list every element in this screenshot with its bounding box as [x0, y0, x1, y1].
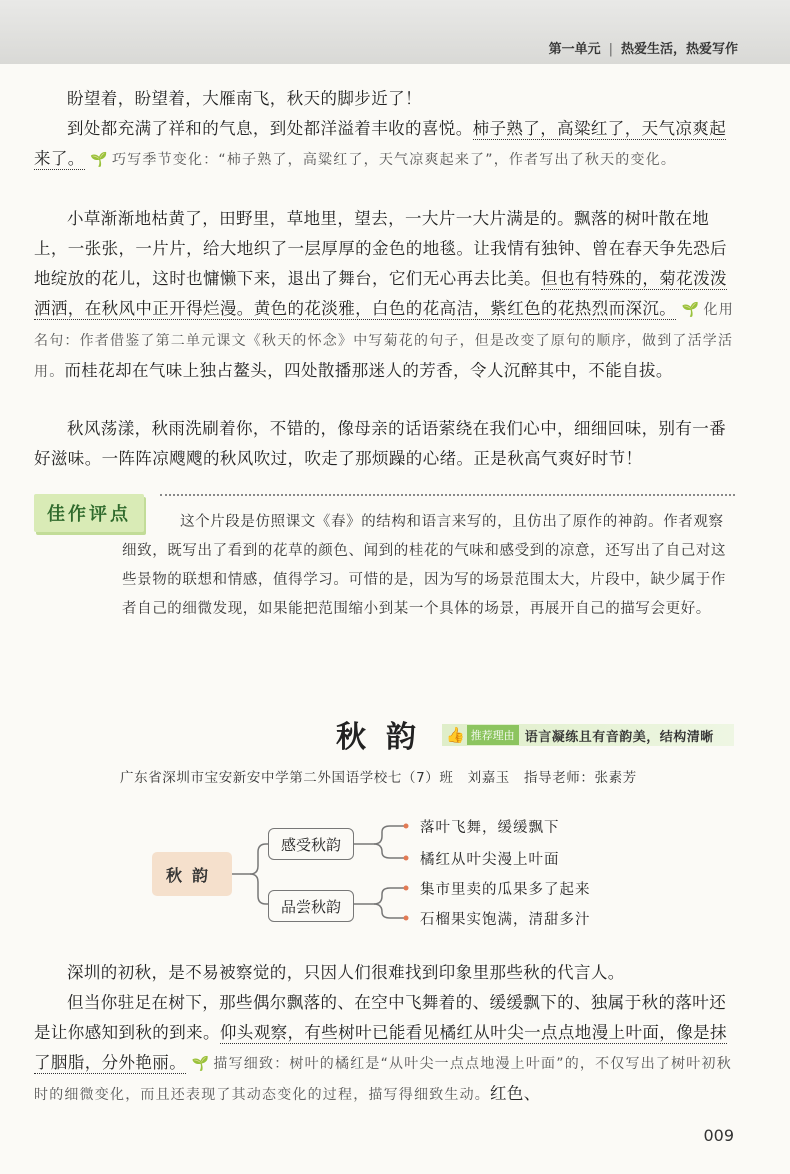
- mindmap-leaf: 集市里卖的瓜果多了起来: [420, 882, 591, 898]
- annotation-1-text: “柿子熟了，高粱红了，天气凉爽起来了”，作者写出了秋天的变化。: [218, 152, 677, 168]
- page-number: 009: [703, 1126, 734, 1145]
- badge-description: 语言凝练且有音韵美，结构清晰: [524, 729, 714, 745]
- annotation-2-text: 作者借鉴了第二单元课文《秋天的怀念》中写菊花的句子，但是改变了原句的顺序，做到了活学活用。: [34, 333, 734, 380]
- mindmap-leaf: 橘红从叶尖漫上叶面: [420, 852, 560, 868]
- essay1-p3-underlined: 但也有特殊的，菊花泼泼洒洒，在秋风中正开得烂漫。黄色的花淡雅，白色的花高洁，紫红色的花热烈而深沉。: [34, 269, 727, 318]
- essay1-p3-text: 小草渐渐地枯黄了，田野里，草地里，望去，一大片一大片满是的。飘落的树叶散在地上，一张张，一片片，给大地织了一层厚厚的金色的地毯。让我情有独钟、曾在春天争先恐后地绽放的花儿，这时也慵懒下来，退出了舞台，它们无心再去比美。: [34, 209, 727, 288]
- mindmap-branch-taste: 品尝秋韵: [268, 890, 354, 922]
- essay2-p2-underlined: 仰头观察，有些树叶已能看见橘红从叶尖一点点地漫上叶面，像是抹了胭脂，分外艳丽。: [34, 1023, 727, 1072]
- essay2-paragraph-1: 深圳的初秋，是不易被察觉的，只因人们很难找到印象里那些秋的代言人。: [67, 963, 625, 982]
- annotation-2-label: 化用名句：: [34, 302, 734, 349]
- header-unit: 第一单元: [548, 42, 601, 57]
- mindmap-leaf: 石榴果实饱满，清甜多汁: [420, 912, 591, 928]
- essay1-p3-text-b: 而桂花却在气味上独占鳌头，四处散播那迷人的芳香，令人沉醉其中，不能自拔。: [64, 361, 673, 380]
- essay1-p2-text: 到处都充满了祥和的气息，到处都洋溢着丰收的喜悦。: [67, 119, 473, 138]
- annotation-1-label: 巧写季节变化：: [112, 152, 219, 168]
- mindmap-root: 秋韵: [152, 852, 232, 896]
- essay2-p2-text-b: 红色、: [490, 1084, 541, 1103]
- mindmap-branch-feel: 感受秋韵: [268, 828, 354, 860]
- essay1-paragraph-1: 盼望着，盼望着，大雁南飞，秋天的脚步近了！: [67, 89, 422, 108]
- running-header: 第一单元 | 热爱生活，热爱写作: [548, 42, 738, 57]
- thumbs-up-icon: 👍: [446, 726, 465, 744]
- sprout-icon: 🌱: [681, 302, 701, 318]
- sprout-icon: 🌱: [191, 1056, 211, 1072]
- essay1-p2-underlined: 柿子熟了，高粱红了，天气凉爽起来了。: [34, 119, 727, 168]
- sprout-icon: 🌱: [90, 152, 109, 168]
- essay1-paragraph-4: 秋风荡漾，秋雨洗刷着你，不错的，像母亲的话语萦绕在我们心中，细细回味，别有一番好滋味。一阵阵凉飕飕的秋风吹过，吹走了那烦躁的心绪。正是秋高气爽好时节！: [34, 419, 727, 468]
- header-theme: 热爱生活，热爱写作: [620, 42, 738, 57]
- annotation-3-label: 描写细致：: [213, 1056, 290, 1072]
- author-byline: 广东省深圳市宝安新安中学第二外国语学校七（7）班 刘嘉玉 指导老师：张素芳: [120, 770, 637, 786]
- badge-label: 推荐理由: [467, 725, 519, 745]
- annotation-3-text: 树叶的橘红是“从叶尖一点点地漫上叶面”的，不仅写出了树叶初秋时的细微变化，而且还表现了其动态变化的过程，描写得细致生动。: [34, 1056, 732, 1103]
- mindmap-leaf: 落叶飞舞，缓缓飘下: [420, 820, 560, 836]
- evaluation-text: 这个片段是仿照课文《春》的结构和语言来写的，且仿出了原作的神韵。作者观察细致，既写出了看到的花草的颜色、闻到的桂花的气味和感受到的凉意，还写出了自己对这些景物的联想和情感，值得学习。可惜的是，因为写的场景范围太大，片段中，缺少属于作者自己的细微发现，如果能把范围缩小到某一个具体的场景，再展开自己的描写会更好。: [122, 514, 726, 617]
- essay-title: 秋韵: [336, 720, 436, 755]
- evaluation-tag: 佳作评点: [34, 494, 144, 532]
- essay2-p2-text: 但当你驻足在树下，那些偶尔飘落的、在空中飞舞着的、缓缓飘下的、独属于秋的落叶还是让你感知到秋的到来。: [34, 993, 727, 1042]
- essay2-paragraph-2: [34, 988, 734, 1110]
